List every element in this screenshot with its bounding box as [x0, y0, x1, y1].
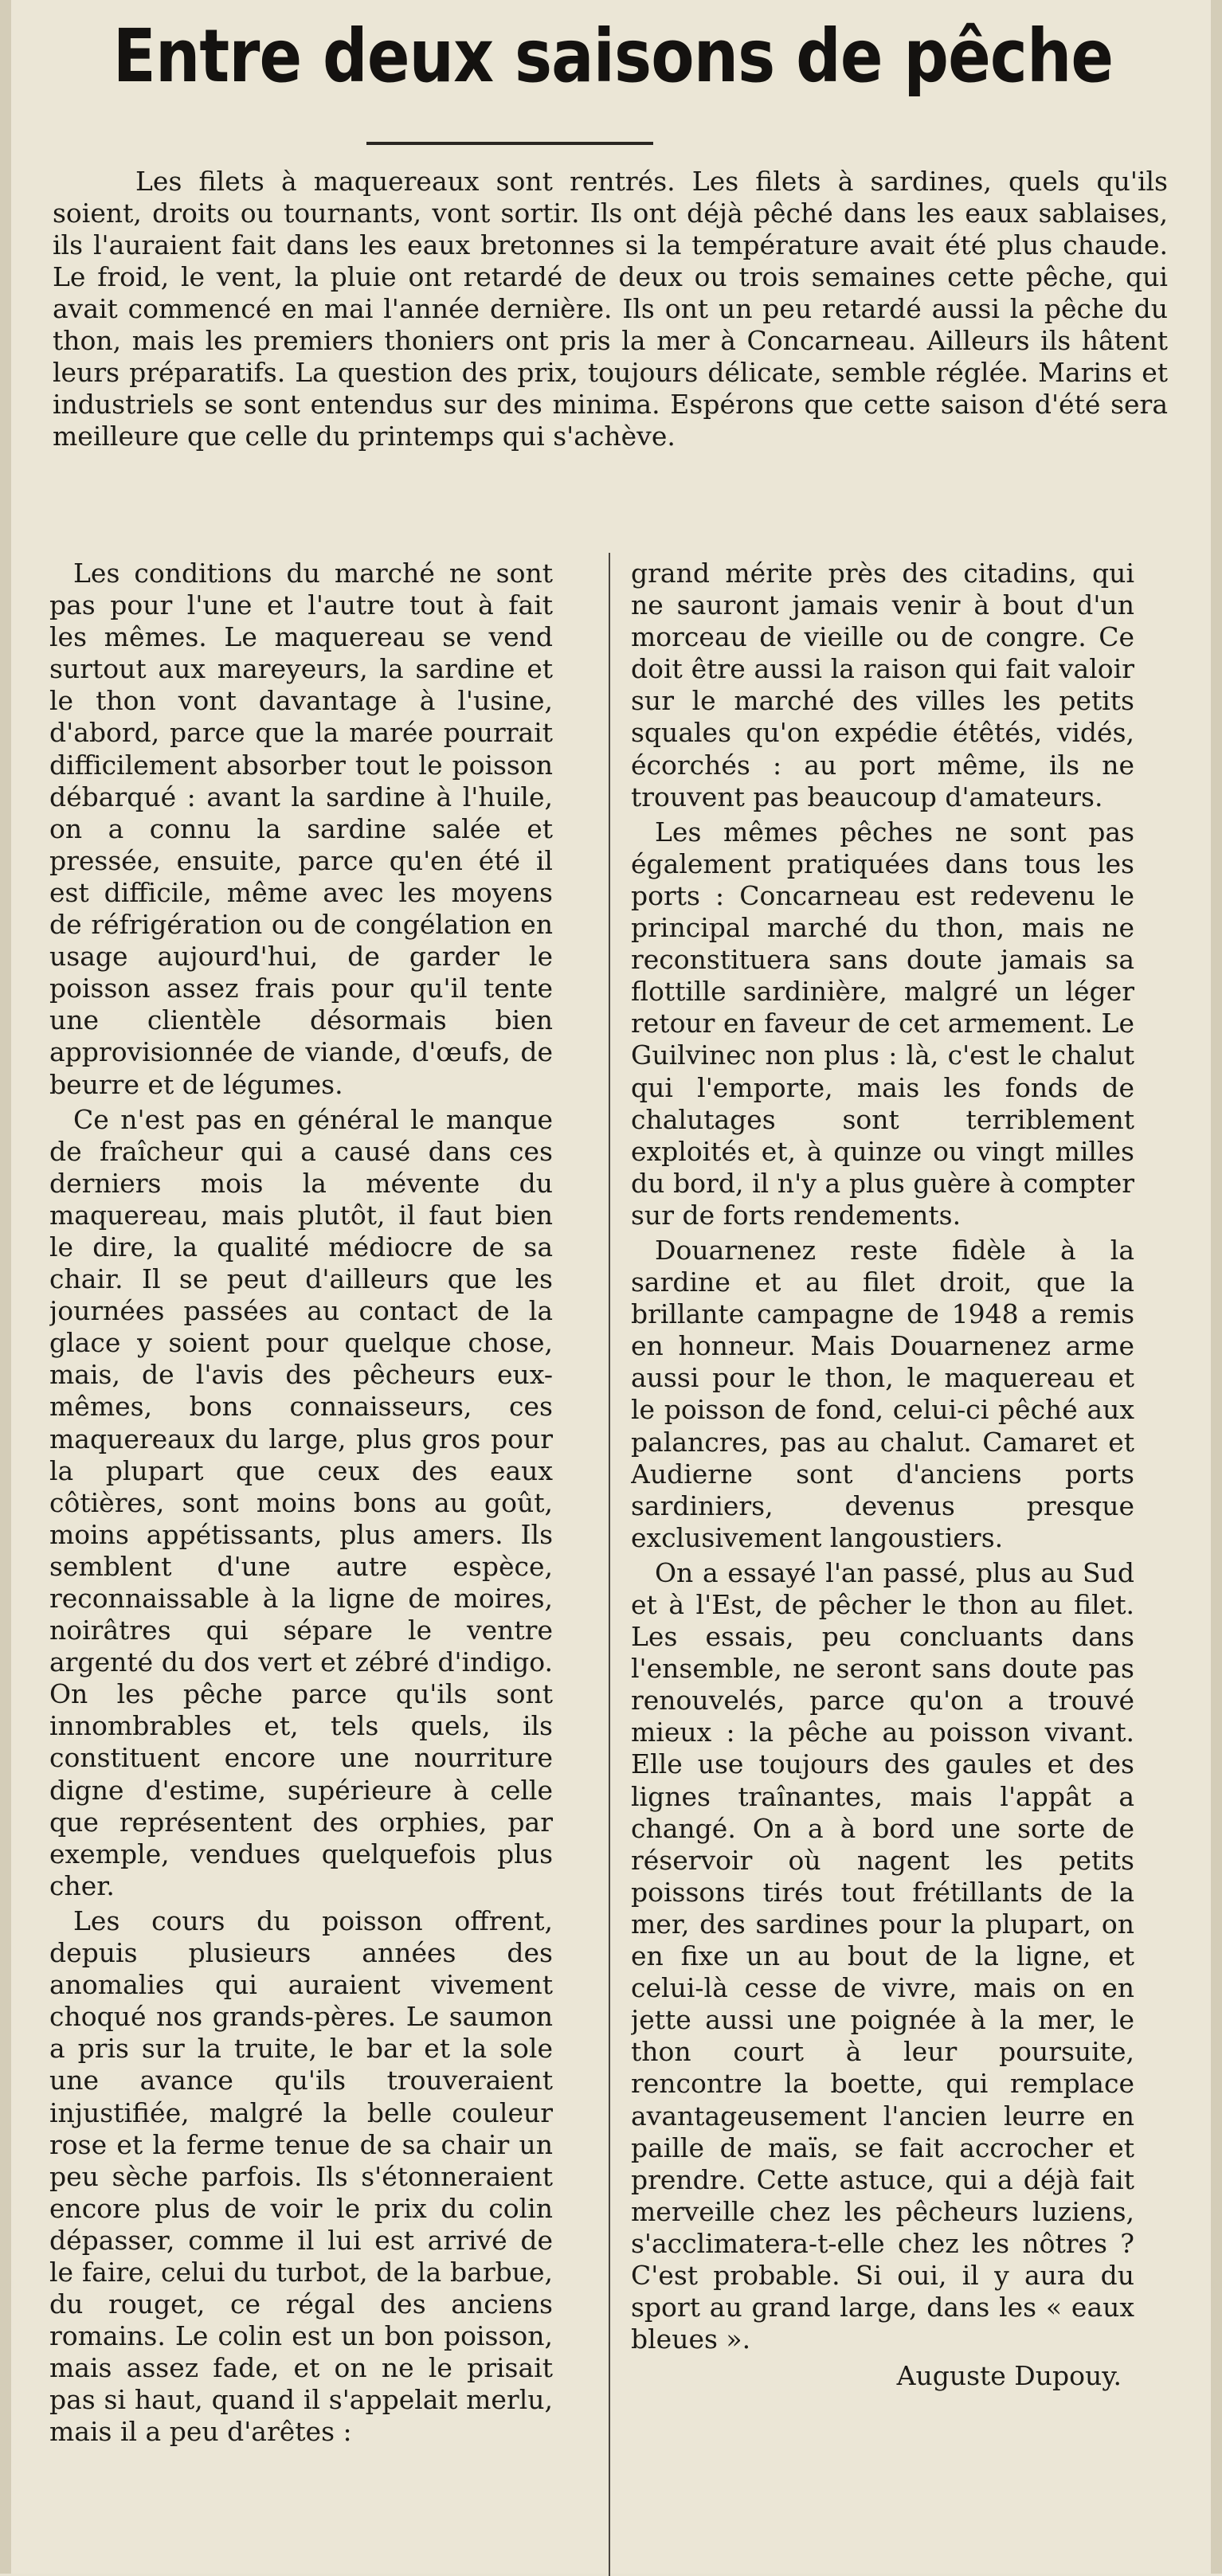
paragraph: Les conditions du marché ne sont pas pour l'une et l'autre tout à fait les mêmes. Le maquereau se vend surtout aux mareyeurs, la sardine et le thon vont davantage à l'usine, d'abord, parce que la marée pourrait difficilement absorber tout le poisson débarqué : avant la sardine à l'huile, on a connu la sardine salée et pressée, ensuite, parce qu'en été il est difficile, même avec les moyens de réfrigération ou de congélation en usage aujourd'hui, de garder le poisson assez frais pour qu'il tente une clientèle désormais bien approvisionnée de viande, d'œufs, de beurre et de légumes.	[49, 558, 553, 1100]
author-signature: Auguste Dupouy.	[896, 2360, 1122, 2392]
paragraph: On a essayé l'an passé, plus au Sud et à l'Est, de pêcher le thon au filet. Les essais, peu concluants dans l'ensemble, ne seront sans doute pas renouvelés, parce qu'on a trouvé mieux : la pêche au poisson vivant. Elle use toujours des gaules et des lignes traînantes, mais l'appât a changé. On a à bord une sorte de réservoir où nagent les petits poissons tirés tout frétillants de la mer, des sardines pour la plupart, on en fixe un au bout de la ligne, et celui-là cesse de vivre, mais on en jette aussi une poignée à la mer, le thon court à leur poursuite, rencontre la boette, qui remplace avantageusement l'ancien leurre en paille de maïs, se fait accrocher et prendre. Cette astuce, qui a déjà fait merveille chez les pêcheurs luziens, s'acclimatera-t-elle chez les nôtres ? C'est probable. Si oui, il y aura du sport au grand large, dans les « eaux bleues ».	[631, 1556, 1134, 2355]
article-headline: Entre deux saisons de pêche	[112, 14, 1114, 99]
paragraph: Ce n'est pas en général le manque de fraîcheur qui a causé dans ces derniers mois la mévente du maquereau, mais plutôt, il faut bien le dire, la qualité médiocre de sa chair. Il se peut d'ailleurs que les journées passées au contact de la glace y soient pour quelque chose, mais, de l'avis des pêcheurs eux-mêmes, bons connaisseurs, ces maquereaux du large, plus gros pour la plupart que ceux des eaux côtières, sont moins bons au goût, moins appétissants, plus amers. Ils semblent d'une autre espèce, reconnaissable à la ligne de moires, noirâtres qui sépare le ventre argenté du dos vert et zébré d'indigo. On les pêche parce qu'ils sont innombrables et, tels quels, ils constituent encore une nourriture digne d'estime, supérieure à celle que représentent des orphies, par exemple, vendues quelquefois plus cher.	[49, 1103, 553, 1901]
article-column-right	[631, 558, 1134, 2533]
paragraph: Les mêmes pêches ne sont pas également pratiquées dans tous les ports : Concarneau est redevenu le principal marché du thon, mais ne reconstituera sans doute jamais sa flottille sardinière, malgré un léger retour en faveur de cet armement. Le Guilvinec non plus : là, c'est le chalut qui l'emporte, mais les fonds de chalutages sont terriblement exploités et, à quinze ou vingt milles du bord, il n'y a plus guère à compter sur de forts rendements.	[631, 816, 1134, 1231]
article-column-left	[49, 558, 553, 2533]
paragraph: Douarnenez reste fidèle à la sardine et au filet droit, que la brillante campagne de 1948 a remis en honneur. Mais Douarnenez arme aussi pour le thon, le maquereau et le poisson de fond, celui-ci pêché aux palancres, pas au chalut. Camaret et Audierne sont d'anciens ports sardiniers, devenus presque exclusivement langoustiers.	[631, 1234, 1134, 1553]
headline-rule	[366, 142, 653, 145]
page-edge-right	[1211, 0, 1222, 2574]
article-lead: Les filets à maquereaux sont rentrés. Les filets à sardines, quels qu'ils soient, droits ou tournants, vont sortir. Ils ont déjà pêché dans les eaux sablaises, ils l'auraient fait dans les eaux bretonnes si la température avait été plus chaude. Le froid, le vent, la pluie ont retardé de deux ou trois semaines cette pêche, qui avait commencé en mai l'année dernière. Ils ont un peu retardé aussi la pêche du thon, mais les premiers thoniers ont pris la mer à Concarneau. Ailleurs ils hâtent leurs préparatifs. La question des prix, toujours délicate, semble réglée. Marins et industriels se sont entendus sur des minima. Espérons que cette saison d'été sera meilleure que celle du printemps qui s'achève.	[53, 166, 1168, 452]
column-divider	[609, 553, 610, 2576]
page-edge-left	[0, 0, 11, 2574]
paragraph: grand mérite près des citadins, qui ne sauront jamais venir à bout d'un morceau de vieille ou de congre. Ce doit être aussi la raison qui fait valoir sur le marché des villes les petits squales qu'on expédie étêtés, vidés, écorchés : au port même, ils ne trouvent pas beaucoup d'amateurs.	[631, 558, 1134, 812]
paragraph: Les cours du poisson offrent, depuis plusieurs années des anomalies qui auraient vivement choqué nos grands-pères. Le saumon a pris sur la truite, le bar et la sole une avance qu'ils trouveraient injustifiée, malgré la belle couleur rose et la ferme tenue de sa chair un peu sèche parfois. Ils s'étonneraient encore plus de voir le prix du colin dépasser, comme il lui est arrivé de le faire, celui du turbot, de la barbue, du rouget, ce régal des anciens romains. Le colin est un bon poisson, mais assez fade, et on ne le prisait pas si haut, quand il s'appelait merlu, mais il a peu d'arêtes :	[49, 1905, 553, 2448]
